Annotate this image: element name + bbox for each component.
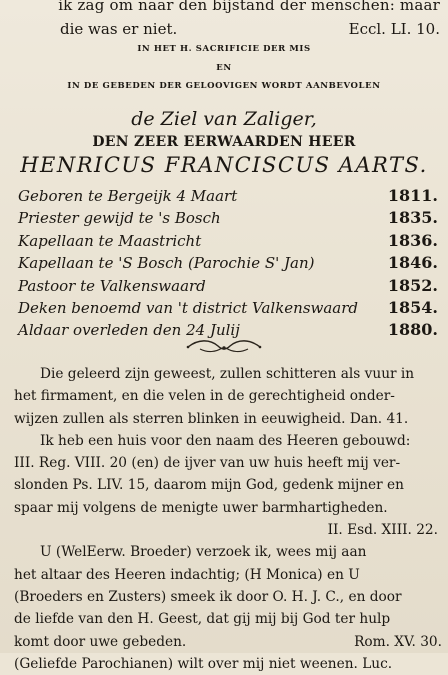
text-line: het altaar des Heeren indachtig; (H Monica) en U	[14, 566, 360, 583]
scroll-ornament-icon	[184, 338, 264, 356]
career-year: 1852.	[387, 275, 438, 295]
text-fragment: komt door uwe gebeden.	[14, 633, 187, 650]
scripture-reference: II. Esd. XIII. 22.	[327, 522, 438, 539]
career-year: 1854.	[387, 297, 438, 317]
text-line: (Geliefde Parochianen) wilt over mij niet weenen. Luc.	[14, 655, 393, 672]
career-event: Aldaar overleden den 24 Julij	[18, 321, 240, 340]
text-line: slonden Ps. LIV. 15, daarom mijn God, gedenk mijner en	[14, 477, 404, 494]
career-year: 1811.	[387, 186, 438, 205]
career-year: 1846.	[387, 253, 438, 273]
text-line: de liefde van den H. Geest, dat gij mij bij God ter hulp	[14, 611, 391, 628]
ornament-divider	[0, 338, 448, 360]
text-line: Die geleerd zijn geweest, zullen schitteren als vuur in	[40, 366, 415, 382]
text-line: III. Reg. VIII. 20 (en) de ijver van uw huis heeft mij ver-	[14, 455, 401, 472]
title-heading: DEN ZEER EERWAARDEN HEER	[92, 134, 356, 150]
career-year: 1880.	[387, 320, 438, 340]
text-line: (Broeders en Zusters) smeek ik door O. H. J. C., en door	[14, 588, 402, 605]
recommendation-line-1: IN HET H. SACRIFICIE DER MIS	[137, 44, 311, 54]
career-event: Geboren te Bergeijk 4 Maart	[18, 187, 238, 205]
career-list	[18, 185, 438, 342]
career-event: Priester gewijd te 's Bosch	[18, 209, 221, 228]
top-quote	[0, 0, 448, 45]
career-row	[18, 297, 438, 319]
career-event: Pastoor te Valkenswaard	[18, 276, 206, 295]
scripture-reference: Rom. XV. 30.	[354, 633, 442, 650]
career-event: Kapellaan te Maastricht	[18, 231, 202, 250]
memorial-text	[14, 363, 442, 675]
text-line: spaar mij volgens de menigte uwer barmhartigheden.	[14, 499, 388, 516]
deceased-name: HENRICUS FRANCISCUS AARTS.	[20, 153, 428, 177]
career-event: Kapellaan te 'S Bosch (Parochie S' Jan)	[18, 254, 315, 273]
top-quote-line-1: ik zag om naar den bijstand der menschen: maar	[58, 0, 440, 14]
text-line: Ik heb een huis voor den naam des Heeren gebouwd:	[40, 432, 411, 449]
top-quote-reference: Eccl. LI. 10.	[348, 20, 440, 38]
text-line: U (WelEerw. Broeder) verzoek ik, wees mij aan	[40, 544, 367, 561]
text-line	[14, 631, 442, 653]
career-row	[18, 230, 438, 252]
career-event: Deken benoemd van 't district Valkenswaard	[18, 298, 359, 317]
soul-heading: de Ziel van Zaliger,	[131, 108, 317, 130]
text-line: wijzen zullen als sterren blinken in eeuwigheid. Dan. 41.	[14, 410, 409, 427]
text-line: het firmament, en die velen in de gerechtigheid onder-	[14, 388, 395, 405]
career-year: 1836.	[387, 230, 438, 250]
recommendation-line-2: EN	[216, 63, 232, 73]
recommendation-line-3: IN DE GEBEDEN DER GELOOVIGEN WORDT AANBEVOLEN	[67, 81, 381, 91]
top-quote-text: die was er niet.	[60, 20, 178, 38]
career-row	[18, 207, 438, 229]
career-year: 1835.	[387, 208, 438, 228]
career-row	[18, 252, 438, 274]
top-quote-line-2	[0, 17, 448, 41]
career-row	[18, 275, 438, 297]
career-row	[18, 185, 438, 207]
